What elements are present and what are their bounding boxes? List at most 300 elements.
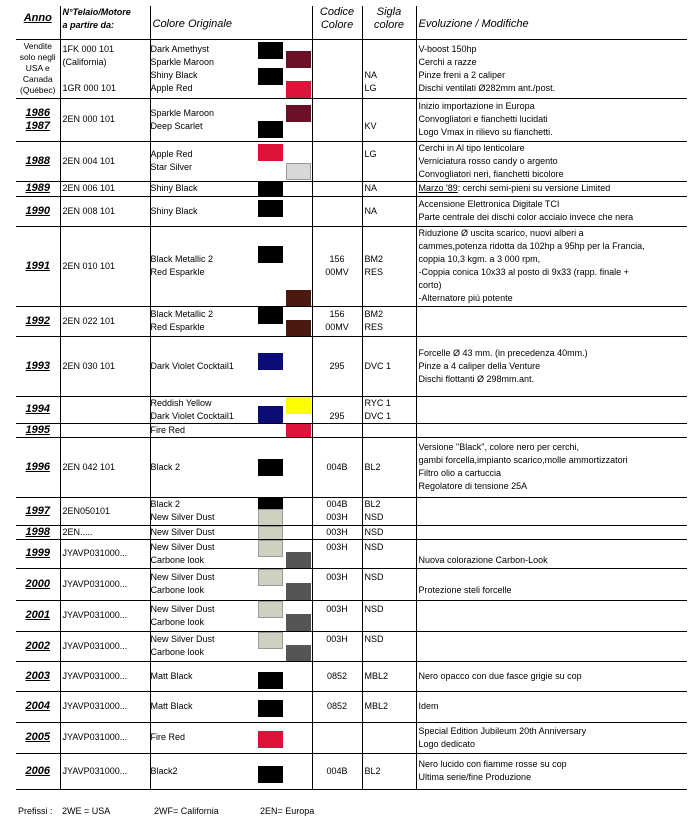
- color-abbrev: NA: [364, 69, 378, 80]
- color-name: New Silver Dust: [150, 541, 215, 552]
- color-name-cell: [150, 98, 256, 141]
- year-cell: [16, 661, 60, 691]
- color-name: Dark Violet Cocktail1: [150, 410, 234, 421]
- frame-number: 1FK 000 101: [62, 43, 115, 54]
- swatch-cell: [256, 661, 312, 691]
- color-name: Carbone look: [150, 585, 205, 595]
- color-swatch: [258, 246, 283, 263]
- color-swatch: [286, 614, 311, 631]
- color-code-cell: [312, 437, 362, 497]
- color-abbrev: [365, 616, 414, 629]
- color-abbrev: LG: [364, 149, 377, 159]
- color-swatch: [258, 766, 283, 783]
- color-abbrev-cell: [362, 196, 416, 226]
- evolution-cell: [416, 336, 687, 396]
- color-swatch: [258, 731, 283, 748]
- evolution-note: Cerchi in Al tipo lenticolare: [418, 142, 525, 153]
- evolution-note: Cerchi a razze: [418, 56, 477, 67]
- table-row: [16, 98, 687, 141]
- color-abbrev: NSD: [364, 526, 384, 537]
- year-label: 1989: [25, 182, 50, 194]
- evolution-cell: [416, 631, 687, 661]
- frame-number: 2EN 000 101: [62, 114, 116, 124]
- color-name: Red Esparkle: [150, 267, 205, 277]
- table-row: [16, 423, 687, 437]
- evolution-note: [419, 571, 686, 584]
- table-row: [16, 661, 687, 691]
- year-cell: [16, 753, 60, 789]
- color-code: 004B: [326, 461, 348, 472]
- evolution-note: Versione "Black", colore nero per cerchi,: [418, 442, 579, 452]
- table-row: [16, 497, 687, 525]
- color-code: [315, 397, 360, 410]
- color-abbrev: NSD: [364, 541, 384, 552]
- frame-number: JYAVP031000...: [62, 640, 128, 651]
- evolution-note: V-boost 150hp: [418, 43, 477, 54]
- color-abbrev-cell: [362, 661, 416, 691]
- color-code-cell: [312, 226, 362, 306]
- evolution-note: [419, 609, 686, 622]
- color-name-cell: [150, 661, 256, 691]
- year-label: 1994: [25, 403, 50, 415]
- color-name-cell: [150, 39, 256, 98]
- color-name: Reddish Yellow: [150, 397, 212, 408]
- frame-number-cell: [60, 539, 150, 568]
- color-name: New Silver Dust: [150, 634, 215, 644]
- year-label: 2005: [25, 731, 50, 743]
- frame-number: 2EN 042 101: [62, 461, 116, 472]
- color-code: 295: [329, 410, 345, 421]
- year-cell: [16, 396, 60, 423]
- color-abbrev-cell: [362, 600, 416, 631]
- color-name: Shiny Black: [150, 205, 198, 216]
- frame-number: 2EN.....: [62, 526, 93, 537]
- color-abbrev: BL2: [364, 499, 381, 509]
- color-abbrev-cell: [362, 423, 416, 437]
- table-row: [16, 196, 687, 226]
- color-swatch: [286, 397, 311, 414]
- color-code: 004B: [326, 499, 348, 509]
- color-swatch: [286, 105, 311, 122]
- frame-number: JYAVP031000...: [62, 548, 128, 558]
- frame-number-cell: [60, 525, 150, 539]
- color-abbrev: NSD: [364, 634, 384, 644]
- color-abbrev-cell: [362, 437, 416, 497]
- frame-number-cell: [60, 141, 150, 181]
- color-code: 003H: [326, 603, 348, 614]
- color-code: 156: [329, 309, 345, 319]
- swatch-cell: [256, 753, 312, 789]
- header-codice-line2: Colore: [320, 19, 354, 31]
- year-label: 2002: [25, 639, 50, 652]
- year-cell: [16, 196, 60, 226]
- evolution-note: [419, 505, 686, 518]
- year-cell: [16, 306, 60, 336]
- color-abbrev: BL2: [364, 461, 381, 472]
- color-swatch: [286, 645, 311, 662]
- color-abbrev-cell: [362, 396, 416, 423]
- color-abbrev: RES: [364, 322, 384, 332]
- color-name: New Silver Dust: [150, 603, 215, 614]
- year-label: 1993: [25, 359, 50, 372]
- frame-number-cell: [60, 181, 150, 196]
- color-name: Sparkle Maroon: [150, 107, 215, 118]
- color-abbrev-cell: [362, 181, 416, 196]
- evolution-note: Inizio importazione in Europa: [418, 101, 535, 111]
- color-name-cell: [150, 181, 256, 196]
- evolution-note: Nuova colorazione Carbon-Look: [418, 554, 548, 565]
- color-code-cell: [312, 539, 362, 568]
- evolution-note: -Alternatore più potente: [418, 293, 513, 303]
- color-abbrev-cell: [362, 722, 416, 753]
- evolution-note: Special Edition Jubileum 20th Anniversary: [418, 725, 587, 736]
- evolution-note: coppia 10,3 kgm. a 3 000 rpm,: [418, 254, 541, 264]
- color-code-cell: [312, 196, 362, 226]
- color-name: Black2: [150, 765, 178, 776]
- evolution-note: gambi forcella,impianto scarico,molle ammortizzatori: [418, 455, 628, 465]
- swatch-cell: [256, 568, 312, 600]
- color-name: Black Metallic 2: [150, 309, 214, 319]
- table-row: [16, 226, 687, 306]
- frame-number-cell: [60, 437, 150, 497]
- year-cell: [16, 181, 60, 196]
- swatch-cell: [256, 423, 312, 437]
- color-abbrev-cell: [362, 631, 416, 661]
- color-code-cell: [312, 661, 362, 691]
- color-abbrev: [365, 731, 414, 744]
- color-swatch: [286, 290, 311, 307]
- header-row: [16, 6, 687, 39]
- evolution-cell: [416, 98, 687, 141]
- year-cell: [16, 226, 60, 306]
- color-name: Star Silver: [150, 162, 193, 172]
- color-name: New Silver Dust: [150, 526, 215, 537]
- color-name-cell: [150, 631, 256, 661]
- year-label: 2006: [25, 764, 50, 777]
- evolution-cell: [416, 181, 687, 196]
- color-abbrev: BL2: [364, 765, 381, 776]
- color-swatch: [258, 569, 283, 586]
- evolution-cell: [416, 423, 687, 437]
- color-abbrev-cell: [362, 568, 416, 600]
- prefix-usa: 2WE = USA: [62, 806, 111, 816]
- frame-number-cell: [60, 336, 150, 396]
- table-row: [16, 437, 687, 497]
- color-name: Fire Red: [150, 424, 186, 435]
- color-swatch: [286, 320, 311, 337]
- evolution-note: cammes,potenza ridotta da 102hp a 95hp per la Francia,: [418, 241, 645, 251]
- color-name-cell: [150, 600, 256, 631]
- color-code: 0852: [327, 670, 348, 681]
- color-code-cell: [312, 691, 362, 722]
- table-row: [16, 525, 687, 539]
- year-cell: [16, 336, 60, 396]
- color-abbrev: RES: [364, 267, 384, 277]
- header-colore: Colore Originale: [150, 6, 312, 39]
- year-cell: [16, 423, 60, 437]
- year-label: 1999: [25, 547, 50, 559]
- color-name: Carbone look: [150, 616, 205, 627]
- frame-number-cell: [60, 753, 150, 789]
- evolution-note: Regolatore di tensione 25A: [418, 481, 528, 491]
- color-code: 00MV: [325, 322, 349, 332]
- frame-number: 2EN 010 101: [62, 260, 116, 271]
- color-name: Shiny Black: [150, 183, 198, 193]
- color-abbrev: MBL2: [364, 670, 389, 681]
- color-code: [315, 56, 360, 69]
- color-abbrev: DVC 1: [364, 360, 392, 371]
- evolution-note: Ultima serie/fine Produzione: [418, 772, 532, 782]
- color-name: New Silver Dust: [150, 512, 215, 522]
- year-cell: Vendite solo negli USA e Canada (Québec): [16, 39, 60, 98]
- frame-number: [63, 69, 148, 82]
- color-name-cell: [150, 722, 256, 753]
- color-code-cell: [312, 39, 362, 98]
- frame-number-cell: [60, 39, 150, 98]
- evolution-note: [419, 424, 686, 437]
- color-code-cell: [312, 396, 362, 423]
- year-cell: [16, 141, 60, 181]
- color-abbrev-cell: [362, 336, 416, 396]
- frame-number-cell: [60, 98, 150, 141]
- frame-number: JYAVP031000...: [62, 732, 128, 742]
- color-code-cell: [312, 497, 362, 525]
- year-cell: [16, 437, 60, 497]
- color-abbrev-cell: [362, 39, 416, 98]
- evolution-note: Verniciatura rosso candy o argento: [418, 155, 558, 166]
- year-cell: [16, 631, 60, 661]
- frame-number: JYAVP031000...: [62, 578, 128, 589]
- evolution-note: Nero lucido con fiamme rosse su cop: [418, 759, 567, 769]
- year-cell: [16, 600, 60, 631]
- color-name-cell: [150, 568, 256, 600]
- color-name-cell: [150, 196, 256, 226]
- header-sigla-line1: Sigla: [376, 6, 402, 18]
- evolution-cell: [416, 306, 687, 336]
- evolution-note: corto): [418, 280, 442, 290]
- color-code-cell: [312, 568, 362, 600]
- color-abbrev: [365, 554, 414, 567]
- color-code: 156: [329, 254, 345, 264]
- color-name: Black 2: [150, 499, 181, 509]
- evolution-cell: [416, 539, 687, 568]
- color-code-cell: [312, 423, 362, 437]
- swatch-cell: [256, 631, 312, 661]
- header-evoluzione: Evoluzione / Modifiche: [418, 18, 529, 30]
- color-code: [315, 120, 360, 133]
- color-swatch: [258, 540, 283, 557]
- table-body: [16, 39, 687, 789]
- color-abbrev: [365, 43, 414, 56]
- swatch-cell: [256, 396, 312, 423]
- color-abbrev: BM2: [364, 254, 384, 264]
- header-codice: [312, 6, 362, 39]
- swatch-cell: [256, 306, 312, 336]
- color-abbrev: BM2: [364, 309, 384, 319]
- color-code-cell: [312, 336, 362, 396]
- frame-number-cell: [60, 396, 150, 423]
- evolution-cell: [416, 497, 687, 525]
- color-code: [315, 82, 360, 95]
- swatch-cell: [256, 525, 312, 539]
- frame-number: 2EN 030 101: [62, 360, 116, 371]
- color-abbrev: NA: [364, 183, 378, 193]
- color-name: Carbone look: [150, 554, 205, 565]
- color-code: [315, 205, 360, 218]
- color-name-cell: [150, 539, 256, 568]
- color-code-cell: [312, 181, 362, 196]
- evolution-note: Logo dedicato: [418, 738, 476, 749]
- color-name: Deep Scarlet: [150, 120, 203, 131]
- year-label: 1995: [25, 423, 50, 436]
- color-code: [315, 43, 360, 56]
- table-row: [16, 568, 687, 600]
- evolution-cell: [416, 753, 687, 789]
- color-swatch: [258, 459, 283, 476]
- frame-number: 2EN 022 101: [62, 315, 116, 326]
- frame-number: JYAVP031000...: [62, 701, 128, 711]
- evolution-note: Idem: [418, 701, 439, 711]
- frame-number: JYAVP031000...: [62, 670, 128, 681]
- evolution-cell: [416, 600, 687, 631]
- frame-number-cell: [60, 661, 150, 691]
- color-code: 003H: [326, 512, 348, 522]
- evolution-cell: [416, 722, 687, 753]
- color-name: Shiny Black: [150, 69, 198, 80]
- color-code: [315, 148, 360, 161]
- color-swatch: [258, 42, 283, 59]
- evolution-note: Dischi flottanti Ø 298mm.ant.: [418, 373, 535, 384]
- color-swatch: [258, 700, 283, 717]
- color-name-cell: [150, 753, 256, 789]
- frame-number-cell: [60, 497, 150, 525]
- frame-number-cell: [60, 600, 150, 631]
- frame-number: 2EN 006 101: [62, 183, 116, 193]
- swatch-cell: [256, 181, 312, 196]
- swatch-cell: [256, 98, 312, 141]
- table-row: [16, 141, 687, 181]
- color-code: [315, 731, 360, 744]
- color-name-cell: [150, 437, 256, 497]
- header-sigla-line2: colore: [374, 19, 404, 31]
- color-abbrev-cell: [362, 753, 416, 789]
- year-label: 1997: [25, 504, 50, 517]
- year-label: 2003: [25, 669, 50, 682]
- evolution-note: Filtro olio a cartuccia: [418, 468, 502, 478]
- color-code: 003H: [326, 541, 348, 552]
- color-name: Dark Amethyst: [150, 43, 210, 54]
- color-swatch: [258, 672, 283, 689]
- color-name: Black 2: [150, 461, 181, 472]
- evolution-note: [419, 403, 686, 416]
- evolution-note: Dischi ventilati Ø282mm ant./post.: [418, 82, 556, 93]
- swatch-cell: [256, 722, 312, 753]
- frame-number: 2EN 004 101: [62, 155, 116, 166]
- table-row: [16, 181, 687, 196]
- year-label: 1991: [25, 259, 50, 272]
- swatch-cell: [256, 539, 312, 568]
- prefix-europa: 2EN= Europa: [260, 806, 315, 816]
- color-abbrev: NSD: [364, 572, 384, 582]
- frame-number: JYAVP031000...: [62, 610, 128, 620]
- evolution-cell: [416, 396, 687, 423]
- evolution-note: [419, 640, 686, 653]
- frame-number-cell: [60, 631, 150, 661]
- frame-number: [63, 424, 148, 437]
- color-abbrev: [365, 424, 414, 437]
- evolution-note: Pinze freni a 2 caliper: [418, 69, 506, 80]
- table-row: [16, 722, 687, 753]
- color-code-cell: [312, 98, 362, 141]
- color-code: [315, 182, 360, 195]
- frame-number-cell: [60, 306, 150, 336]
- year-label: 1998: [25, 525, 50, 538]
- color-abbrev: LG: [364, 82, 377, 93]
- header-sigla: [362, 6, 416, 39]
- color-code: 00MV: [325, 267, 349, 277]
- color-abbrev: RYC 1: [364, 397, 391, 408]
- color-swatch: [258, 182, 283, 197]
- color-name: Apple Red: [150, 149, 193, 159]
- color-name: Black Metallic 2: [150, 254, 214, 264]
- color-swatch: [258, 509, 283, 526]
- color-evolution-table: [16, 6, 687, 790]
- frame-number: 2EN 008 101: [62, 205, 116, 216]
- color-code: 0852: [327, 701, 348, 711]
- year-label: 1986: [25, 106, 50, 119]
- prefix-california: 2WF= California: [154, 806, 219, 816]
- year-label: 1992: [25, 314, 50, 327]
- evolution-cell: [416, 661, 687, 691]
- color-swatch: [258, 406, 283, 423]
- color-name: Fire Red: [150, 732, 186, 742]
- header-anno: Anno: [16, 6, 60, 39]
- evolution-note: Riduzione Ø uscita scarico, nuovi alberi a: [418, 228, 584, 238]
- table-row: [16, 306, 687, 336]
- color-abbrev: NA: [364, 205, 378, 216]
- frame-number: [63, 403, 148, 416]
- color-swatch: [258, 307, 283, 324]
- color-code: [315, 107, 360, 120]
- color-abbrev-cell: [362, 141, 416, 181]
- frame-number-cell: [60, 423, 150, 437]
- color-swatch: [286, 81, 311, 98]
- color-abbrev: NSD: [364, 603, 384, 614]
- color-name-cell: [150, 691, 256, 722]
- color-abbrev-cell: [362, 497, 416, 525]
- color-name-cell: [150, 226, 256, 306]
- evolution-note: [419, 526, 686, 539]
- color-abbrev-cell: [362, 226, 416, 306]
- frame-number-cell: [60, 568, 150, 600]
- color-code: [315, 424, 360, 437]
- color-abbrev: [365, 646, 414, 659]
- swatch-cell: [256, 141, 312, 181]
- color-swatch: [258, 200, 283, 217]
- table-row: [16, 336, 687, 396]
- evolution-note: Convogliatori e fianchetti lucidati: [418, 114, 548, 124]
- color-swatch: [286, 424, 311, 438]
- frame-number-cell: [60, 722, 150, 753]
- color-name: Carbone look: [150, 647, 205, 657]
- color-swatch: [258, 526, 283, 540]
- year-cell: [16, 539, 60, 568]
- swatch-cell: [256, 497, 312, 525]
- color-name: Matt Black: [150, 670, 193, 681]
- color-code: 003H: [326, 572, 348, 582]
- evolution-note: Protezione steli forcelle: [418, 585, 512, 595]
- frame-number: 2EN050101: [62, 505, 111, 516]
